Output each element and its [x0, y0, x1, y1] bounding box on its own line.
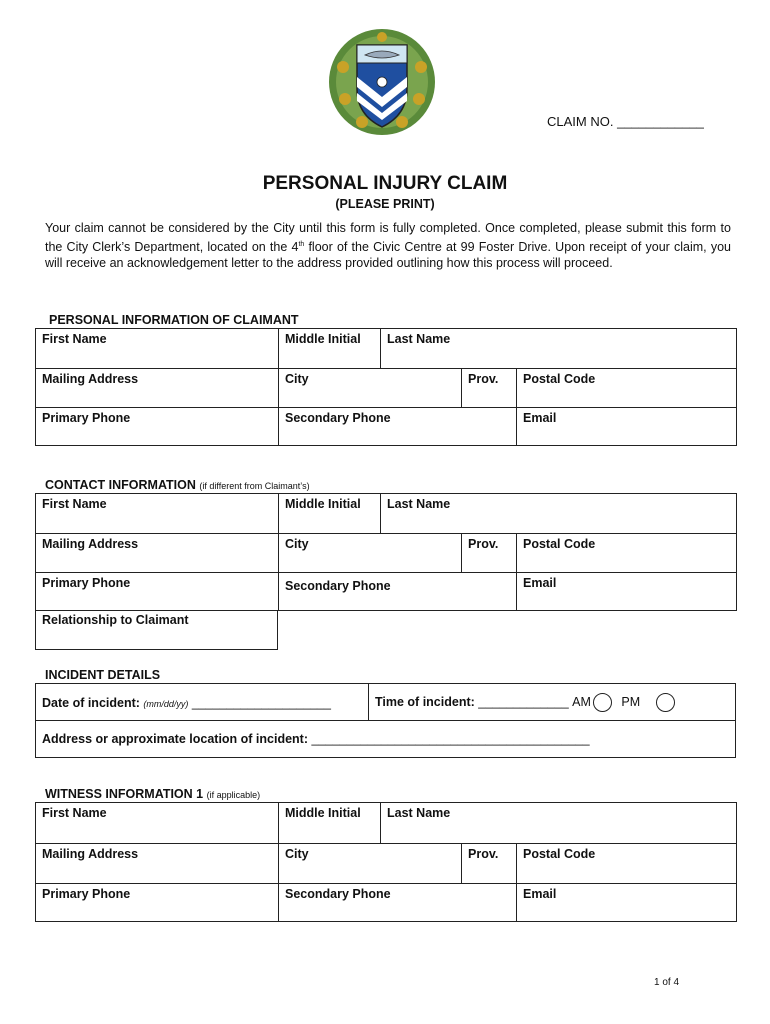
incident-time[interactable]: Time of incident: _____________ AM PM	[375, 693, 675, 712]
intro-paragraph: Your claim cannot be considered by the City until this form is fully completed. Once completed, please submit this form to the City Clerk’s Department, located on the 4th floor of the Civic Centre at 99 Foster Drive. Upon receipt of your claim, you will receive an acknowledgement letter to the address provided outlining how this process will proceed.	[45, 221, 731, 271]
incident-table	[35, 683, 736, 758]
witness1-primary-phone[interactable]: Primary Phone	[36, 884, 279, 922]
claimant-postal-code[interactable]: Postal Code	[517, 369, 737, 408]
claimant-middle-initial[interactable]: Middle Initial	[279, 329, 381, 369]
city-crest-icon	[327, 27, 437, 137]
witness1-city[interactable]: City	[279, 844, 462, 884]
claimant-first-name[interactable]: First Name	[36, 329, 279, 369]
contact-table	[35, 493, 737, 611]
claimant-secondary-phone[interactable]: Secondary Phone	[279, 408, 517, 446]
claimant-last-name[interactable]: Last Name	[381, 329, 737, 369]
section-heading-claimant: PERSONAL INFORMATION OF CLAIMANT	[49, 313, 299, 327]
witness1-secondary-phone[interactable]: Secondary Phone	[279, 884, 517, 922]
contact-email[interactable]: Email	[517, 573, 737, 611]
contact-last-name[interactable]: Last Name	[381, 494, 737, 534]
witness1-table	[35, 802, 737, 922]
claimant-city[interactable]: City	[279, 369, 462, 408]
page-number: 1 of 4	[654, 977, 680, 988]
claimant-table	[35, 328, 737, 446]
page-title: PERSONAL INJURY CLAIM	[262, 173, 508, 194]
contact-postal-code[interactable]: Postal Code	[517, 534, 737, 573]
contact-middle-initial[interactable]: Middle Initial	[279, 494, 381, 534]
claimant-email[interactable]: Email	[517, 408, 737, 446]
claimant-primary-phone[interactable]: Primary Phone	[36, 408, 279, 446]
claim-number-blank[interactable]: ____________	[617, 114, 704, 129]
witness1-middle-initial[interactable]: Middle Initial	[279, 803, 381, 844]
am-radio[interactable]	[593, 693, 612, 712]
claimant-prov[interactable]: Prov.	[462, 369, 517, 408]
witness1-last-name[interactable]: Last Name	[381, 803, 737, 844]
claim-number: CLAIM NO. ____________	[547, 114, 704, 129]
section-heading-contact: CONTACT INFORMATION (if different from Claimant’s)	[45, 478, 310, 492]
contact-primary-phone[interactable]: Primary Phone	[36, 573, 279, 611]
contact-relationship[interactable]: Relationship to Claimant	[35, 610, 278, 650]
contact-mailing-address[interactable]: Mailing Address	[36, 534, 279, 573]
pm-radio[interactable]	[656, 693, 675, 712]
contact-secondary-phone[interactable]: Secondary Phone	[279, 573, 517, 611]
incident-date[interactable]: Date of incident: (mm/dd/yy) ____________________	[42, 696, 331, 710]
claimant-mailing-address[interactable]: Mailing Address	[36, 369, 279, 408]
witness1-email[interactable]: Email	[517, 884, 737, 922]
contact-prov[interactable]: Prov.	[462, 534, 517, 573]
contact-first-name[interactable]: First Name	[36, 494, 279, 534]
witness1-postal-code[interactable]: Postal Code	[517, 844, 737, 884]
witness1-prov[interactable]: Prov.	[462, 844, 517, 884]
incident-address[interactable]: Address or approximate location of incident: ________________________________________	[42, 732, 590, 746]
section-heading-witness1: WITNESS INFORMATION 1 (if applicable)	[45, 787, 261, 801]
witness1-mailing-address[interactable]: Mailing Address	[36, 844, 279, 884]
section-heading-incident: INCIDENT DETAILS	[45, 668, 161, 682]
witness1-first-name[interactable]: First Name	[36, 803, 279, 844]
page-subtitle: (PLEASE PRINT)	[335, 197, 435, 211]
contact-city[interactable]: City	[279, 534, 462, 573]
